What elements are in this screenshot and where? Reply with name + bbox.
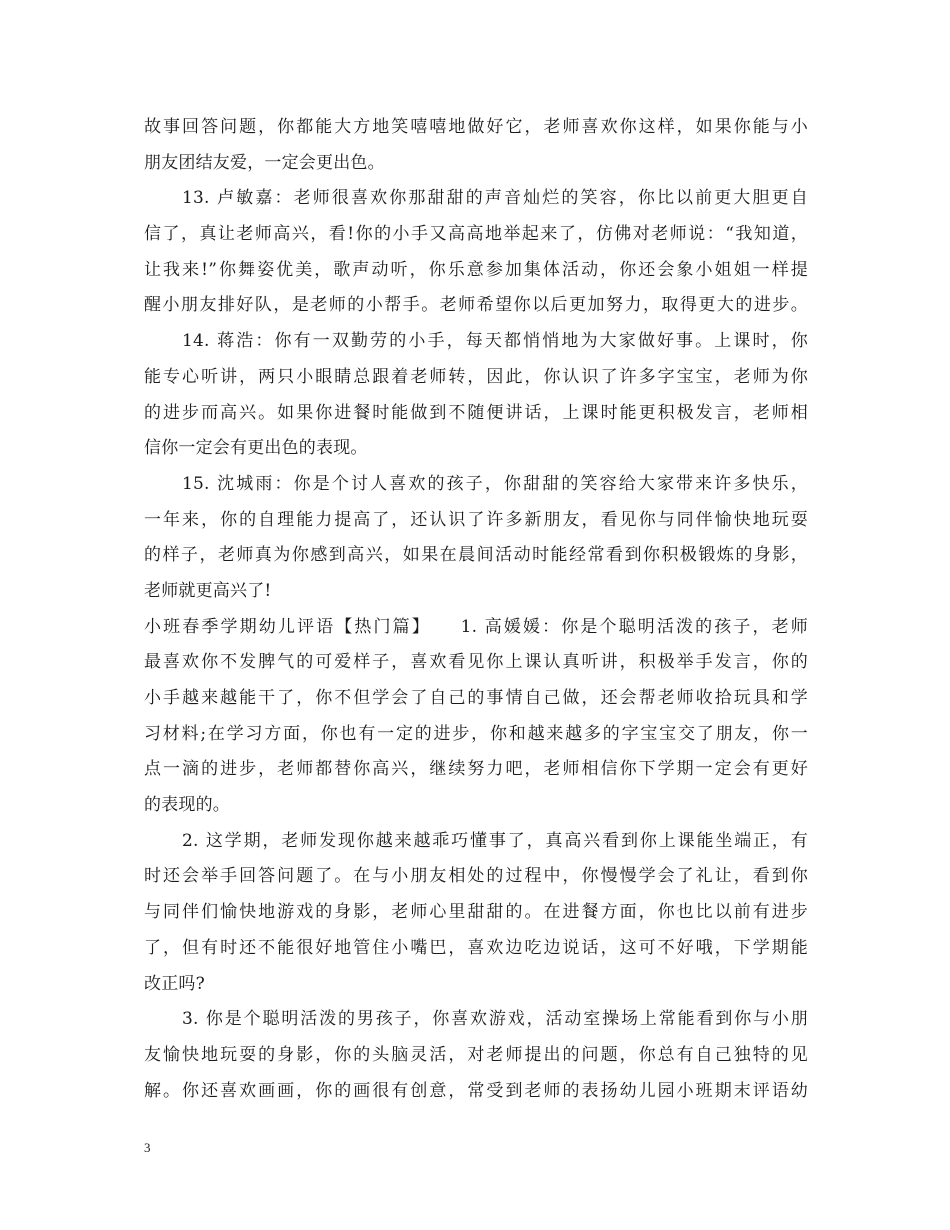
text-line: 小手越来越能干了，你不但学会了自己的事情自己做，还会帮老师收拾玩具和学 xyxy=(144,688,808,708)
text-line: 时还会举手回答问题了。在与小朋友相处的过程中，你慢慢学会了礼让，看到你 xyxy=(144,866,808,887)
text-line: 让我来!”你舞姿优美，歌声动听，你乐意参加集体活动，你还会象小姐姐一样提 xyxy=(144,259,808,280)
text-line: 友愉快地玩耍的身影，你的头脑灵活，对老师提出的问题，你总有自己独特的见 xyxy=(144,1044,808,1065)
text-line: 14. 蒋浩：你有一双勤劳的小手，每天都悄悄地为大家做好事。上课时，你 xyxy=(182,331,808,352)
text-line: 信了，真让老师高兴，看!你的小手又高高地举起来了，仿佛对老师说：“我知道， xyxy=(144,224,808,245)
text-line: 一年来，你的自理能力提高了，还认识了许多新朋友，看见你与同伴愉快地玩耍 xyxy=(144,509,808,530)
page-number: 3 xyxy=(144,1140,151,1155)
text-line: 的样子，老师真为你感到高兴，如果在晨间活动时能经常看到你积极锻炼的身影， xyxy=(144,545,808,566)
text-line: 15. 沈城雨：你是个讨人喜欢的孩子，你甜甜的笑容给大家带来许多快乐， xyxy=(182,473,808,494)
text-line: 能专心听讲，两只小眼睛总跟着老师转，因此，你认识了许多字宝宝，老师为你 xyxy=(144,366,808,387)
text-line: 小班春季学期幼儿评语【热门篇】 1. 高媛媛：你是个聪明活泼的孩子，老师 xyxy=(144,616,808,637)
body-text xyxy=(144,110,808,1109)
text-line: 老师就更高兴了! xyxy=(144,580,272,601)
text-line: 朋友团结友爱，一定会更出色。 xyxy=(144,152,385,173)
text-line: 2. 这学期，老师发现你越来越乖巧懂事了，真高兴看到你上课能坐端正，有 xyxy=(182,830,808,851)
text-line: 习材料;在学习方面，你也有一定的进步，你和越来越多的字宝宝交了朋友，你一 xyxy=(144,723,808,744)
text-line: 了，但有时还不能很好地管住小嘴巴，喜欢边吃边说话，这可不好哦，下学期能 xyxy=(144,937,808,958)
text-line: 醒小朋友排好队，是老师的小帮手。老师希望你以后更加努力，取得更大的进步。 xyxy=(144,295,808,316)
text-line: 点一滴的进步，老师都替你高兴，继续努力吧，老师相信你下学期一定会有更好 xyxy=(144,759,808,780)
text-line: 的进步而高兴。如果你进餐时能做到不随便讲话，上课时能更积极发言，老师相 xyxy=(144,402,808,423)
text-line: 与同伴们愉快地游戏的身影，老师心里甜甜的。在进餐方面，你也比以前有进步 xyxy=(144,902,808,923)
text-line: 解。你还喜欢画画，你的画很有创意，常受到老师的表扬幼儿园小班期末评语幼 xyxy=(144,1080,808,1101)
text-line: 改正吗? xyxy=(144,973,205,994)
text-line: 3. 你是个聪明活泼的男孩子，你喜欢游戏，活动室操场上常能看到你与小朋 xyxy=(182,1009,808,1030)
text-line: 信你一定会有更出色的表现。 xyxy=(144,438,368,459)
text-line: 的表现的。 xyxy=(144,795,230,816)
text-line: 最喜欢你不发脾气的可爱样子，喜欢看见你上课认真听讲，积极举手发言，你的 xyxy=(144,652,808,673)
text-line: 故事回答问题，你都能大方地笑嘻嘻地做好它，老师喜欢你这样，如果你能与小 xyxy=(144,117,808,137)
text-line: 13. 卢敏嘉：老师很喜欢你那甜甜的声音灿烂的笑容，你比以前更大胆更自 xyxy=(182,188,808,209)
